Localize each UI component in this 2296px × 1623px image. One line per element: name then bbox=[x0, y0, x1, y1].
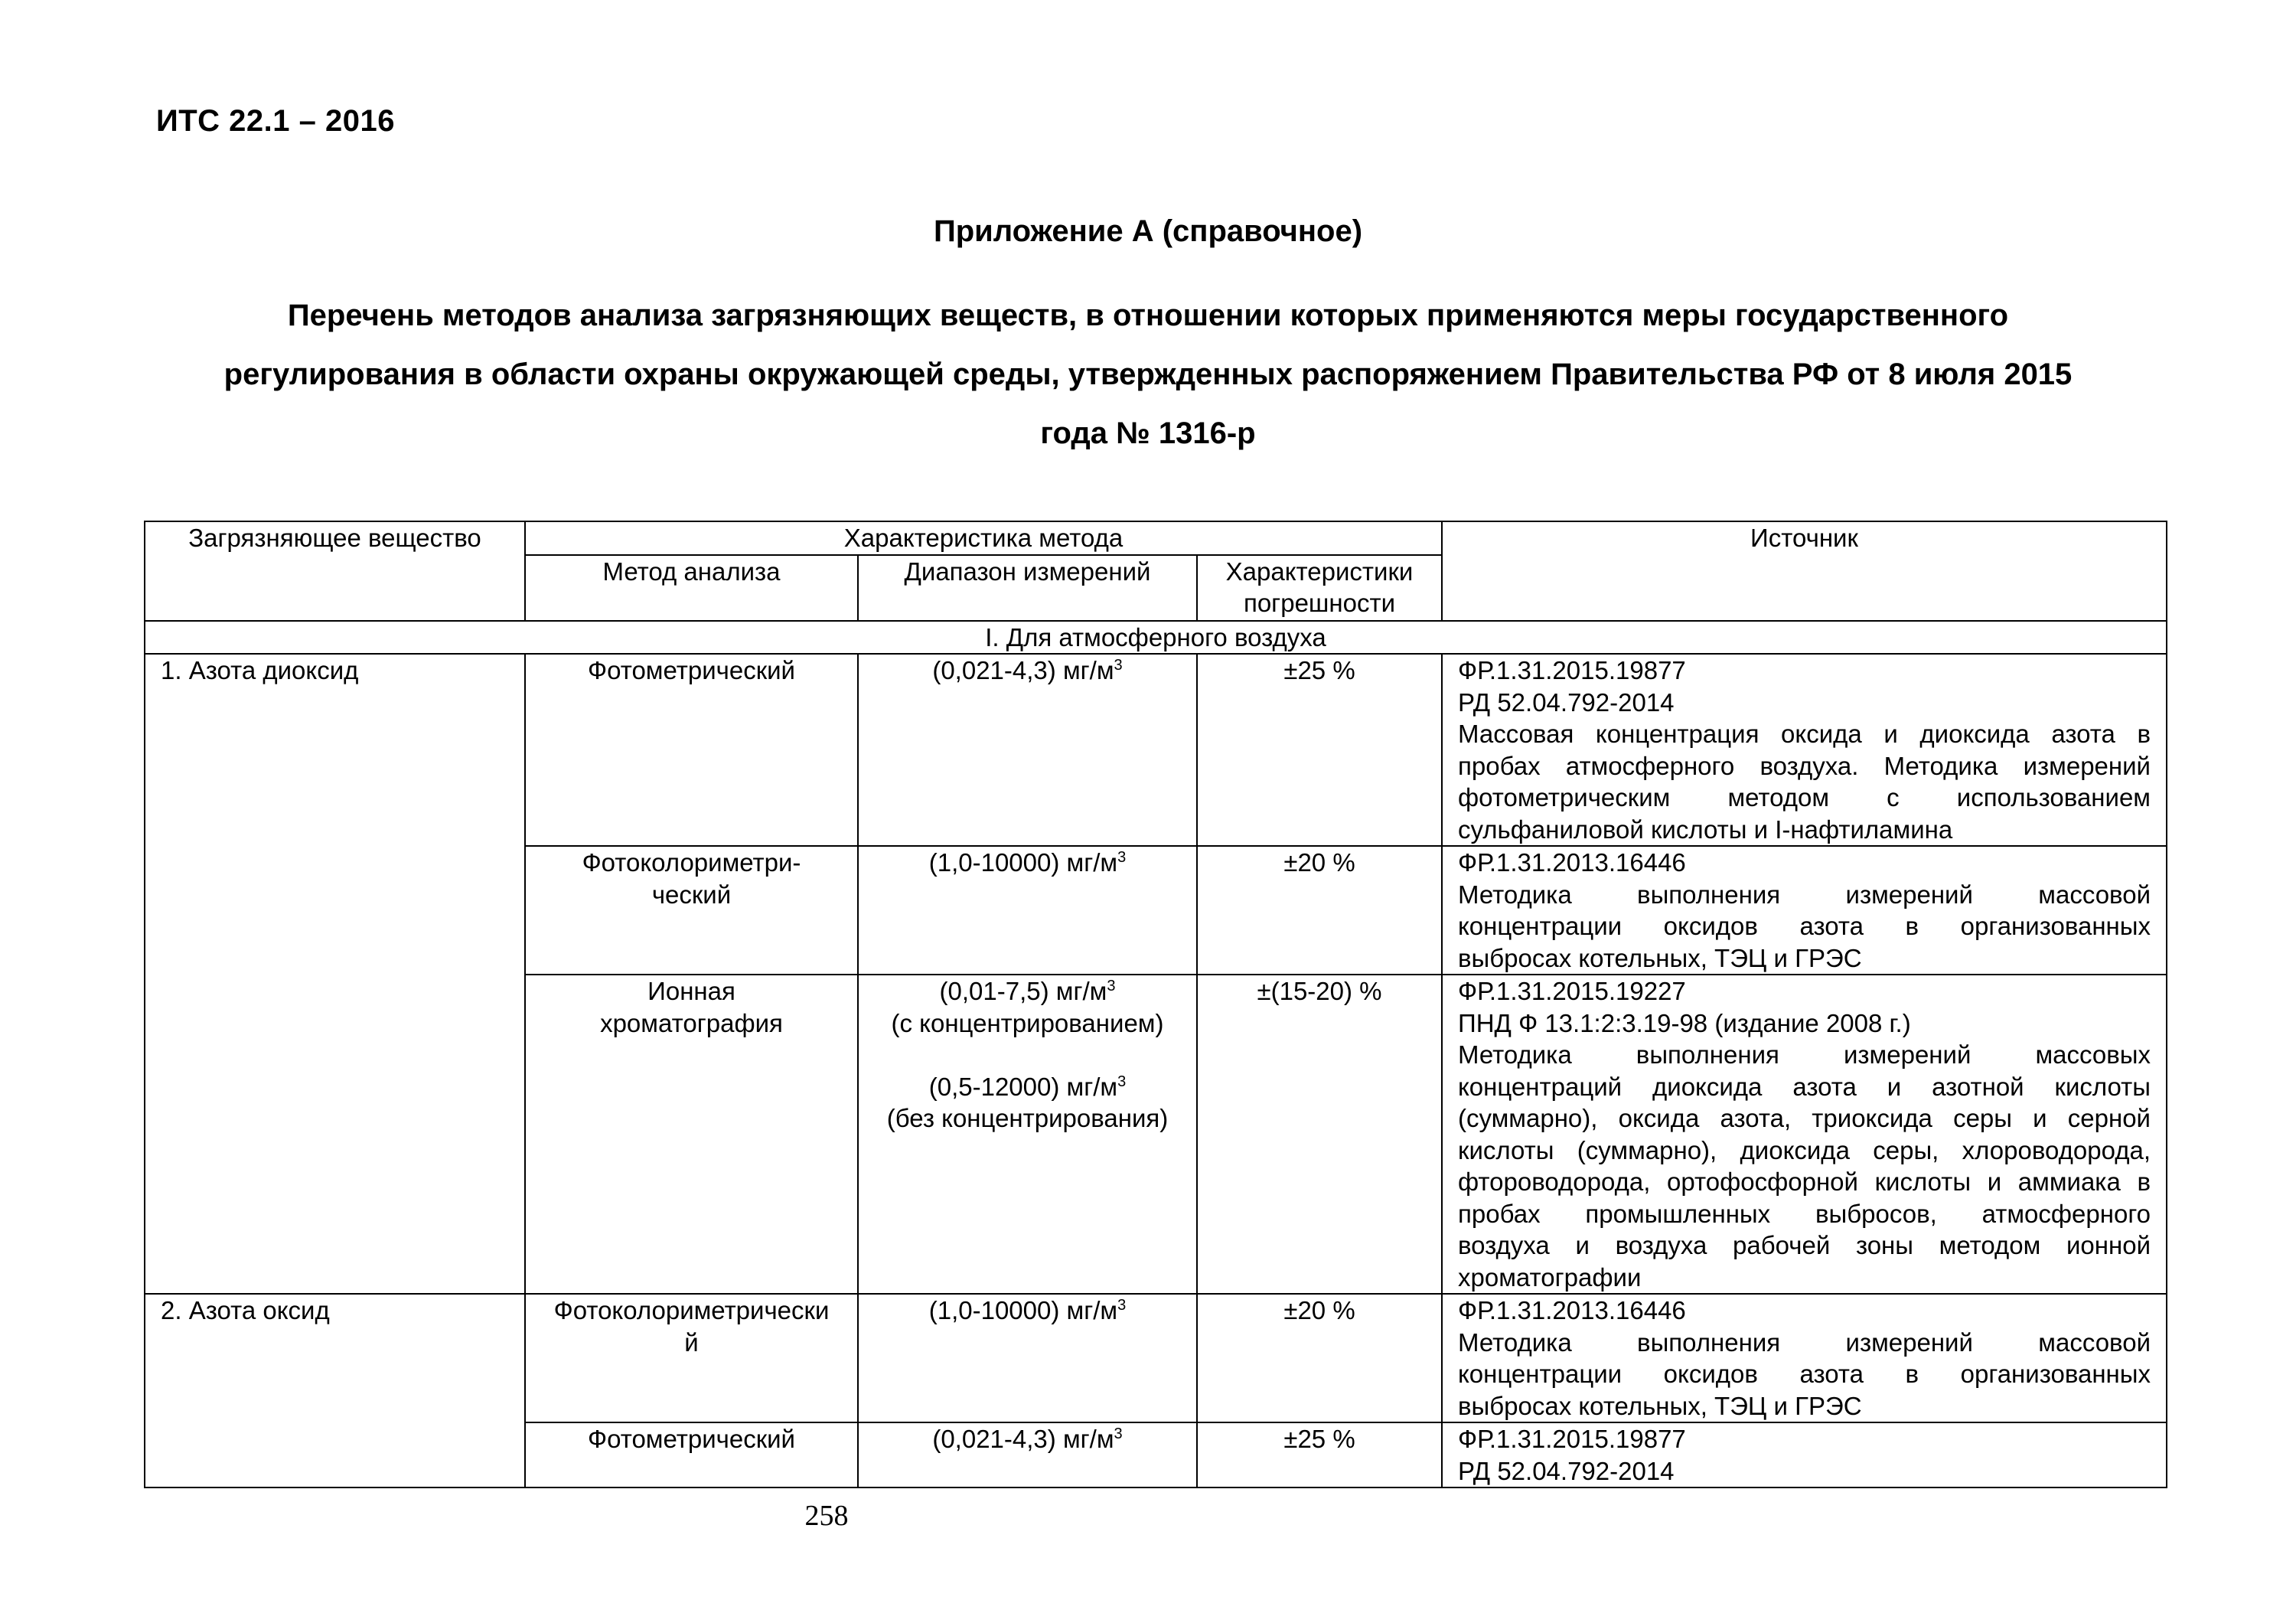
source-code: РД 52.04.792-2014 bbox=[1458, 1456, 1675, 1485]
range-note: (с концентрированием) bbox=[891, 1008, 1164, 1037]
range-value: (0,01-7,5) bbox=[939, 977, 1049, 1005]
substance-cell: 2. Азота оксид bbox=[145, 1294, 525, 1487]
error-cell: ±(15-20) % bbox=[1197, 975, 1442, 1294]
title-line: Перечень методов анализа загрязняющих веществ, в отношении которых применяются меры государственного bbox=[287, 299, 2009, 332]
unit-exponent: 3 bbox=[1117, 849, 1127, 866]
range-cell bbox=[858, 846, 1197, 975]
source-line: Массовая концентрация оксида и диоксида азота в bbox=[1458, 720, 2151, 748]
method-line: й bbox=[684, 1327, 699, 1357]
source-line: фотометрическим методом с использованием bbox=[1458, 783, 2151, 812]
section-atmospheric-air: I. Для атмосферного воздуха bbox=[145, 621, 2167, 655]
method-line: хроматография bbox=[600, 1008, 783, 1037]
error-cell: ±20 % bbox=[1197, 846, 1442, 975]
page-number: 258 bbox=[804, 1500, 849, 1532]
error-cell: ±25 % bbox=[1197, 654, 1442, 846]
source-cell bbox=[1442, 975, 2167, 1294]
header-source: Источник bbox=[1442, 521, 2167, 621]
method-line: Фотометрический bbox=[587, 1425, 795, 1453]
header-substance: Загрязняющее вещество bbox=[145, 521, 525, 621]
range-unit: мг/м bbox=[1066, 1296, 1118, 1324]
unit-exponent: 3 bbox=[1117, 1297, 1127, 1314]
source-cell bbox=[1442, 654, 2167, 846]
range-value: (1,0-10000) bbox=[928, 1296, 1060, 1324]
source-line: пробах промышленных выбросов, атмосферного bbox=[1458, 1199, 2151, 1228]
method-line: Ионная bbox=[647, 977, 735, 1005]
source-code: ФР.1.31.2013.16446 bbox=[1458, 1296, 1686, 1324]
range-unit: мг/м bbox=[1062, 656, 1114, 684]
range-unit: мг/м bbox=[1066, 1072, 1118, 1101]
header-method-characteristics: Характеристика метода bbox=[525, 521, 1442, 555]
source-line: кислоты (суммарно), диоксида серы, хлороводорода, bbox=[1458, 1135, 2151, 1164]
range-line bbox=[863, 975, 1192, 1007]
source-line: фтороводорода, ортофосфорной кислоты и аммиака в bbox=[1458, 1167, 2151, 1196]
source-line: сульфаниловой кислоты и I-нафтиламина bbox=[1458, 815, 1953, 844]
range-note: (без концентрирования) bbox=[886, 1104, 1169, 1132]
header-error-line: Характеристики bbox=[1225, 557, 1414, 586]
range-cell bbox=[858, 975, 1197, 1294]
range-value: (0,5-12000) bbox=[928, 1072, 1060, 1101]
header-range: Диапазон измерений bbox=[858, 555, 1197, 621]
error-cell: ±25 % bbox=[1197, 1422, 1442, 1487]
method-cell bbox=[525, 846, 858, 975]
source-line: воздуха и воздуха рабочей зоны методом ионной bbox=[1458, 1231, 2151, 1259]
unit-exponent: 3 bbox=[1107, 978, 1116, 994]
method-line: ческий bbox=[651, 880, 732, 909]
header-method: Метод анализа bbox=[525, 555, 858, 621]
header-error-line: погрешности bbox=[1243, 589, 1396, 617]
source-cell bbox=[1442, 1294, 2167, 1422]
source-line: Методика выполнения измерений массовых bbox=[1458, 1040, 2151, 1069]
table-row bbox=[145, 654, 2167, 846]
source-cell bbox=[1442, 846, 2167, 975]
method-cell bbox=[525, 1422, 858, 1487]
methods-table bbox=[144, 521, 2167, 1488]
source-code: РД 52.04.792-2014 bbox=[1458, 687, 1675, 717]
method-line: Фотоколориметрически bbox=[553, 1296, 830, 1324]
error-cell: ±20 % bbox=[1197, 1294, 1442, 1422]
source-cell bbox=[1442, 1422, 2167, 1487]
method-cell bbox=[525, 1294, 858, 1422]
source-line: хроматографии bbox=[1458, 1262, 1642, 1292]
unit-exponent: 3 bbox=[1114, 657, 1123, 674]
source-line: концентрации оксидов азота в организованных bbox=[1458, 912, 2151, 940]
document-title bbox=[115, 286, 2181, 463]
title-line: регулирования в области охраны окружающей среды, утвержденных распоряжением Правительства РФ от 8 июля 2015 bbox=[223, 358, 2073, 391]
source-line: концентрации оксидов азота в организованных bbox=[1458, 1360, 2151, 1388]
range-unit: мг/м bbox=[1055, 977, 1107, 1005]
unit-exponent: 3 bbox=[1117, 1073, 1127, 1090]
source-code: ФР.1.31.2013.16446 bbox=[1458, 848, 1686, 877]
range-value: (1,0-10000) bbox=[928, 848, 1060, 877]
source-line: Методика выполнения измерений массовой bbox=[1458, 1327, 2151, 1357]
document-code: ИТС 22.1 – 2016 bbox=[156, 104, 395, 138]
source-line: (суммарно), оксида азота, триоксида серы и серной bbox=[1458, 1104, 2151, 1132]
source-code: ФР.1.31.2015.19227 bbox=[1458, 977, 1686, 1005]
header-error bbox=[1197, 555, 1442, 621]
source-line: выбросах котельных, ТЭЦ и ГРЭС bbox=[1458, 943, 1862, 972]
range-line bbox=[863, 1071, 1192, 1103]
source-line: концентраций диоксида азота и азотной кислоты bbox=[1458, 1072, 2151, 1101]
source-line: выбросах котельных, ТЭЦ и ГРЭС bbox=[1458, 1391, 1862, 1420]
range-unit: мг/м bbox=[1066, 848, 1118, 877]
source-code: ПНД Ф 13.1:2:3.19-98 (издание 2008 г.) bbox=[1458, 1008, 1911, 1037]
method-cell bbox=[525, 975, 858, 1294]
appendix-title: Приложение А (справочное) bbox=[933, 214, 1363, 248]
range-cell bbox=[858, 654, 1197, 846]
title-line: года № 1316-р bbox=[1040, 416, 1256, 450]
range-value: (0,021-4,3) bbox=[932, 656, 1056, 684]
source-code: ФР.1.31.2015.19877 bbox=[1458, 1425, 1686, 1453]
unit-exponent: 3 bbox=[1114, 1425, 1123, 1442]
method-cell bbox=[525, 654, 858, 846]
substance-cell: 1. Азота диоксид bbox=[145, 654, 525, 1294]
range-cell bbox=[858, 1294, 1197, 1422]
source-line: пробах атмосферного воздуха. Методика измерений bbox=[1458, 751, 2151, 780]
source-code: ФР.1.31.2015.19877 bbox=[1458, 656, 1686, 684]
range-unit: мг/м bbox=[1062, 1425, 1114, 1453]
source-line: Методика выполнения измерений массовой bbox=[1458, 880, 2151, 909]
table-row bbox=[145, 1294, 2167, 1422]
range-value: (0,021-4,3) bbox=[932, 1425, 1056, 1453]
method-line: Фотоколориметри- bbox=[582, 848, 801, 877]
range-cell bbox=[858, 1422, 1197, 1487]
method-line: Фотометрический bbox=[587, 656, 795, 684]
